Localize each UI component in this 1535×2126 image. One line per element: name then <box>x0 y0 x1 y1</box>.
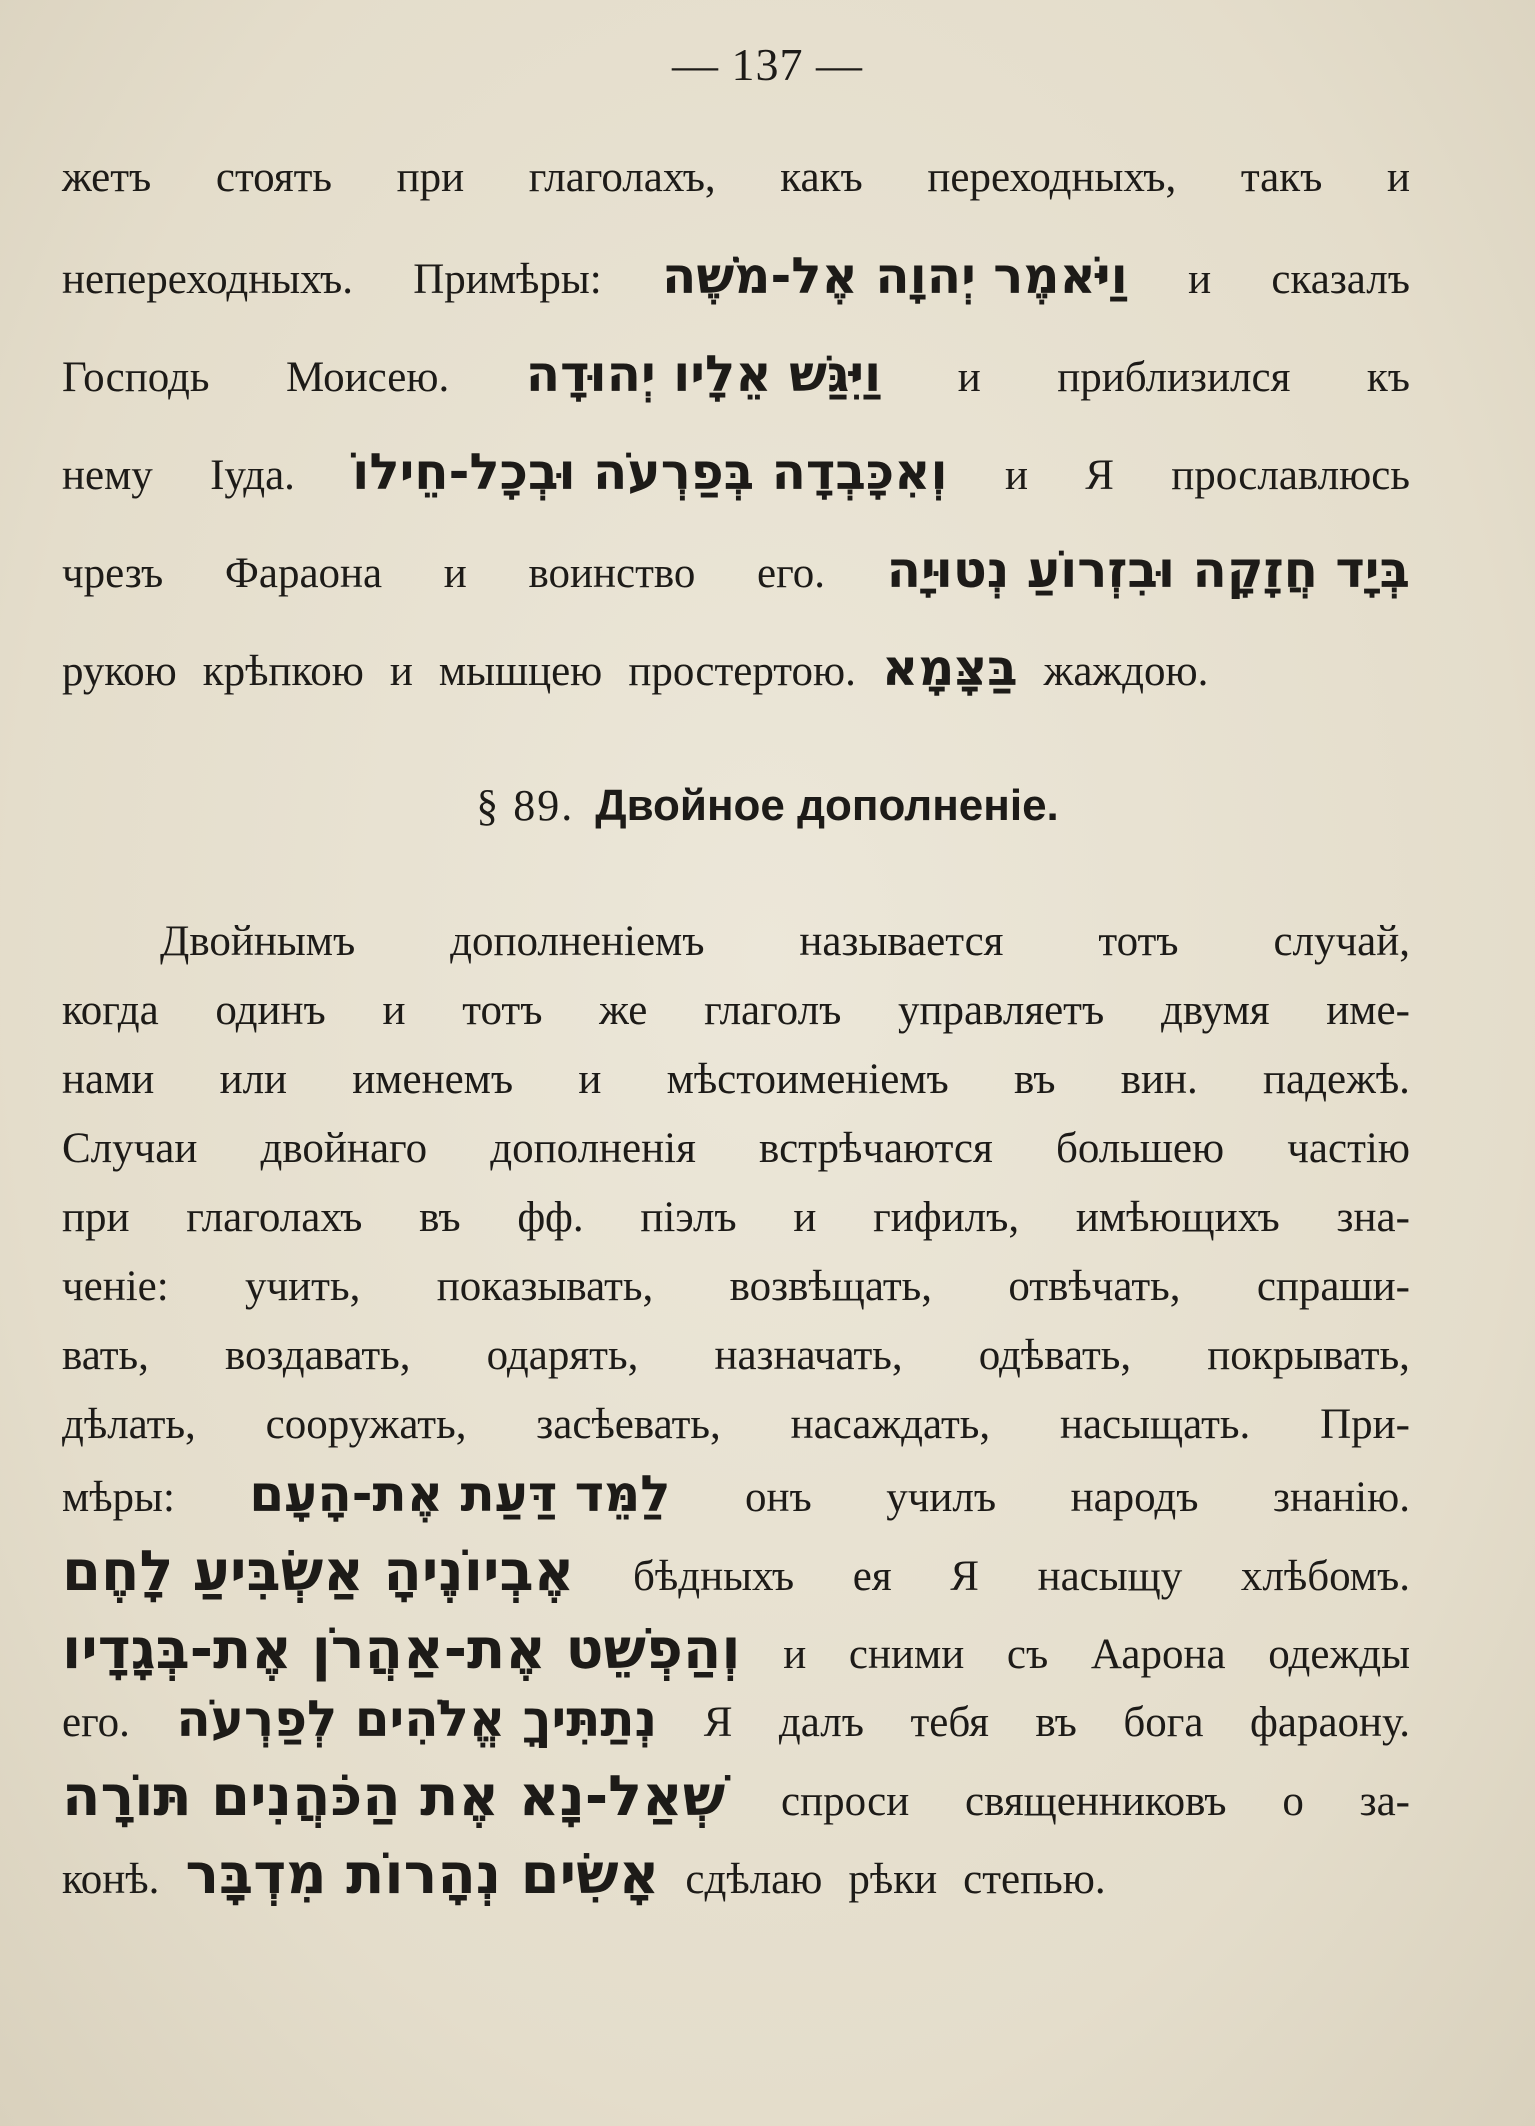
word: сказалъ <box>1271 256 1410 303</box>
text-line <box>62 1119 1410 1181</box>
word: фараону. <box>1250 1699 1410 1746</box>
word: бѣдныхъ <box>633 1553 795 1600</box>
word: Господь <box>62 354 210 401</box>
word: одинъ <box>215 987 326 1034</box>
hebrew-example: וַיֹּאמֶר יְהוָה אֶל-מֹשֶׁה <box>662 247 1128 305</box>
word: дополненіемъ <box>450 918 705 965</box>
text-line <box>62 638 1410 700</box>
word: и <box>1386 154 1410 201</box>
text-line <box>62 1689 1410 1751</box>
word: одежды <box>1268 1631 1410 1678</box>
section-number: § 89. <box>476 781 575 830</box>
word: чрезъ <box>62 550 164 597</box>
word: нами <box>62 1056 155 1103</box>
word: именемъ <box>352 1056 514 1103</box>
text-line <box>62 1188 1410 1250</box>
word: стоять <box>215 154 333 201</box>
word: училъ <box>886 1474 997 1521</box>
word: ея <box>852 1553 892 1600</box>
word: мѣстоименіемъ <box>666 1056 949 1103</box>
word: и <box>957 354 981 401</box>
word: Фараона <box>224 550 383 597</box>
word: при <box>396 154 465 201</box>
word: ченіе: <box>62 1263 169 1310</box>
word: насыщу <box>1037 1553 1183 1600</box>
word: его. <box>62 1699 130 1746</box>
word: нему <box>62 452 153 499</box>
word: бога <box>1123 1699 1204 1746</box>
word: его. <box>757 550 825 597</box>
word: управляетъ <box>898 987 1105 1034</box>
word: какъ <box>780 154 863 201</box>
word: Двойнымъ <box>160 918 356 965</box>
word: большею <box>1055 1125 1225 1172</box>
word: глаголахъ <box>186 1194 363 1241</box>
word: спраши- <box>1256 1263 1410 1310</box>
text-line <box>62 1257 1410 1319</box>
word: рѣки <box>848 1856 938 1903</box>
word: одарять, <box>486 1332 639 1379</box>
word: двойнаго <box>260 1125 428 1172</box>
word: глаголъ <box>704 987 842 1034</box>
word: священниковъ <box>965 1778 1227 1825</box>
word: насыщать. <box>1059 1401 1251 1448</box>
word: Я <box>1085 452 1114 499</box>
word: далъ <box>778 1699 864 1746</box>
word: же <box>599 987 648 1034</box>
word: въ <box>419 1194 461 1241</box>
hebrew-example: וְאִכָּבְדָה בְּפַרְעֹה וּבְכָל-חֵילוֹ <box>352 443 948 501</box>
word: онъ <box>745 1474 812 1521</box>
word: хлѣбомъ. <box>1240 1553 1410 1600</box>
word: частію <box>1287 1125 1410 1172</box>
hebrew-example: וַיִּגַּשׁ אֵלָיו יְהוּדָה <box>525 345 882 403</box>
hebrew-example: שְׁאַל-נָא אֶת הַכֹּהֲנִים תּוֹרָה <box>62 1764 726 1829</box>
text-line <box>62 1050 1410 1112</box>
word: и <box>382 987 406 1034</box>
word: Случаи <box>62 1125 198 1172</box>
text-line <box>62 1539 1410 1604</box>
word: простертою. <box>628 648 856 695</box>
word: и <box>783 1631 807 1678</box>
text-line <box>62 246 1410 308</box>
word: въ <box>1014 1056 1056 1103</box>
word: воздавать, <box>225 1332 411 1379</box>
word: Іуда. <box>210 452 295 499</box>
word: крѣпкою <box>202 648 364 695</box>
word: степью. <box>963 1856 1106 1903</box>
hebrew-example: בַּצָּמָא <box>881 639 1018 697</box>
page-number: — 137 — <box>672 39 863 90</box>
word: переходныхъ, <box>927 154 1177 201</box>
word: и <box>793 1194 817 1241</box>
word: и <box>389 648 413 695</box>
word: приблизился <box>1057 354 1291 401</box>
word: прославлюсь <box>1171 452 1410 499</box>
word: конѣ. <box>62 1856 160 1903</box>
word: при <box>62 1194 130 1241</box>
word: дополненія <box>490 1125 696 1172</box>
word: сооружать, <box>265 1401 467 1448</box>
word: и <box>1004 452 1028 499</box>
word: за- <box>1359 1778 1410 1825</box>
word: гифилъ, <box>873 1194 1020 1241</box>
text-line <box>62 1326 1410 1388</box>
word: име- <box>1326 987 1410 1034</box>
text-line <box>62 344 1410 406</box>
word: съ <box>1006 1631 1049 1678</box>
word: непереходныхъ. <box>62 256 353 303</box>
word: воинство <box>528 550 696 597</box>
word: къ <box>1366 354 1410 401</box>
word: показывать, <box>436 1263 654 1310</box>
word: сними <box>848 1631 965 1678</box>
word: При- <box>1320 1401 1410 1448</box>
hebrew-example: נְתַתִּיךָ אֱלֹהִים לְפַרְעֹה <box>176 1690 658 1748</box>
hebrew-example: וְהַפְשֵׁט אֶת-אַהֲרֹן אֶת-בְּגָדָיו <box>62 1617 741 1682</box>
word: назначать, <box>714 1332 903 1379</box>
word: Я <box>703 1699 733 1746</box>
word: дѣлать, <box>62 1401 196 1448</box>
text-line <box>62 442 1410 504</box>
word: имѣющихъ <box>1075 1194 1280 1241</box>
text-line <box>62 1842 1410 1907</box>
word: о <box>1282 1778 1304 1825</box>
hebrew-example: אָשִׂים נְהָרוֹת מִדְבָּר <box>185 1842 660 1907</box>
word: встрѣчаются <box>759 1125 993 1172</box>
word: фф. <box>517 1194 584 1241</box>
word: народъ <box>1070 1474 1199 1521</box>
text-line <box>62 540 1410 602</box>
word: или <box>219 1056 288 1103</box>
word: тебя <box>910 1699 989 1746</box>
word: одѣвать, <box>978 1332 1132 1379</box>
word: двумя <box>1160 987 1270 1034</box>
text-line <box>62 148 1410 210</box>
word: мышцею <box>438 648 603 695</box>
word: жаждою. <box>1043 648 1209 695</box>
word: жетъ <box>62 154 152 201</box>
word: называется <box>799 918 1004 965</box>
word: знанію. <box>1273 1474 1410 1521</box>
hebrew-example: אֶבְיוֹנֶיהָ אַשְׂבִּיעַ לָחֶם <box>62 1539 575 1604</box>
word: піэлъ <box>640 1194 737 1241</box>
text-line <box>62 981 1410 1043</box>
word: Аарона <box>1090 1631 1226 1678</box>
word: мѣры: <box>62 1474 175 1521</box>
word: глаголахъ, <box>528 154 716 201</box>
word: и <box>443 550 467 597</box>
word: падежѣ. <box>1263 1056 1410 1103</box>
word: и <box>578 1056 602 1103</box>
word: засѣевать, <box>536 1401 721 1448</box>
word: сдѣлаю <box>685 1856 823 1903</box>
word: тотъ <box>462 987 543 1034</box>
word: и <box>1188 256 1212 303</box>
word: Примѣры: <box>413 256 602 303</box>
hebrew-example: בְּיָד חֲזָקָה וּבִזְרוֹעַ נְטוּיָה <box>886 541 1410 599</box>
hebrew-example: לַמֵּד דַּעַת אֶת-הָעָם <box>249 1465 671 1523</box>
word: когда <box>62 987 159 1034</box>
text-line <box>62 1464 1410 1526</box>
word: учить, <box>245 1263 361 1310</box>
section-title: Двойное дополненіе. <box>595 781 1059 830</box>
text-line <box>62 1764 1410 1829</box>
word: покрывать, <box>1207 1332 1410 1379</box>
section-heading <box>0 780 1535 831</box>
word: Я <box>950 1553 979 1600</box>
word: Моисею. <box>286 354 450 401</box>
word: случай, <box>1273 918 1410 965</box>
text-line <box>62 1395 1410 1457</box>
word: отвѣчать, <box>1008 1263 1181 1310</box>
word: насаждать, <box>790 1401 991 1448</box>
word: такъ <box>1240 154 1323 201</box>
word: тотъ <box>1098 918 1179 965</box>
word: спроси <box>780 1778 910 1825</box>
word: вин. <box>1120 1056 1198 1103</box>
text-line <box>62 1617 1410 1682</box>
text-line <box>160 912 1410 974</box>
word: зна- <box>1336 1194 1410 1241</box>
word: возвѣщать, <box>729 1263 932 1310</box>
word: вать, <box>62 1332 149 1379</box>
word: въ <box>1035 1699 1077 1746</box>
word: рукою <box>62 648 177 695</box>
